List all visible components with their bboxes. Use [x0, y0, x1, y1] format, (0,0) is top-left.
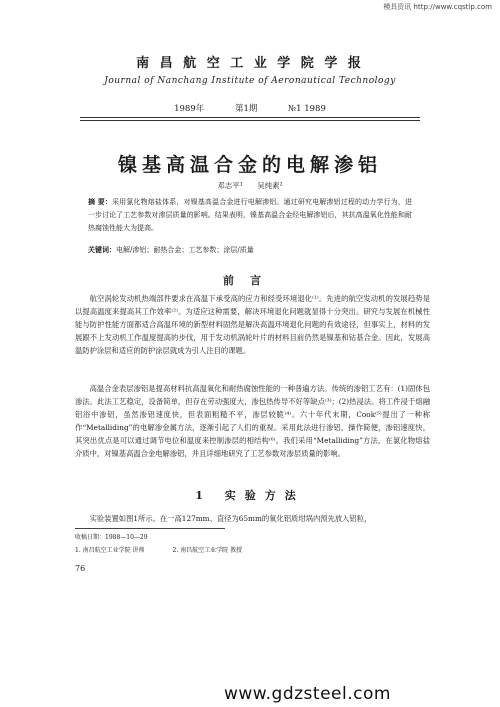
paragraph-text: 航空涡轮发动机热端部件要求在高温下承受高的应力和经受环境退化⁽¹⁾。先进的航空发动机的发展趋势是以提高温度来提高其工作效率⁽²⁾。为适应这种需要，解决环境退化问题就显得十分突出。研究与发展在机械性能与防护性能方面都适合高温环境的新型材料固然是解决高温环境退化问题的有效途径，但事实上，材料的发展跟不上发动机工作温度提高的步伐，用于发动机涡轮叶片的材料目前仍然是镍基和钴基合金。因此，发展高温防护涂层和适应的防护涂层就成为引人注目的课题。 — [75, 294, 430, 356]
author-2: 吴纯素² — [257, 181, 283, 190]
section-heading-foreword: 前言 — [223, 274, 277, 287]
authors — [0, 180, 500, 191]
bottom-watermark: www.gdzsteel.com — [224, 684, 391, 704]
footnote-received: 收稿日期：1988—10—29 — [75, 534, 148, 541]
header-rule-top — [80, 117, 420, 118]
footnote-1: 1. 南昌航空工业学院 讲师 — [75, 547, 145, 554]
keywords-label: 关键词： — [88, 246, 116, 254]
issue-line — [0, 102, 500, 114]
section-heading-method: 1 实验方法 — [195, 489, 305, 502]
body-paragraph-2 — [75, 382, 430, 461]
paragraph-text: 高温合金表层渗铝是提高材料抗高温氧化和耐热腐蚀性能的一种普遍方法。传统的渗铝工艺有：(1)固体包渗法。此法工艺稳定，设备简单，但存在劳动强度大，渗包热传导不好等缺点⁽³⁾；(2)热浸法。将工件浸于熔融铝浴中渗铝，虽然渗铝速度快，但表面粗糙不平，渗层较脆⁽⁴⁾。六十年代末期，Cook⁽⁵⁾提出了一种称作“Metalliding”的电解渗金属方法，逐渐引起了人们的重视。采用此法进行渗铝，操作简便，渗铝速度快，其突出优点是可以通过调节电位和温度来控制渗层的相结构⁽⁶⁾。我们采用“Metalliding”方法，在氯化物熔盐介质中，对镍基高温合金电解渗铝，并且详细地研究了工艺参数对渗层质量的影响。 — [75, 384, 430, 459]
journal-name-en: Journal of Nanchang Institute of Aeronautical Technology — [104, 76, 396, 86]
abstract-text: 采用氯化物熔盐体系，对镍基高温合金进行电解渗铝。通过研究电解渗铝过程的动力学行为，进一步讨论了工艺参数对渗层质量的影响。结果表明，镍基高温合金经电解渗铝后，其抗高温氧化性能和耐热腐蚀性能大为提高。 — [88, 198, 413, 232]
keywords-text: 电解/渗铝；耐热合金；工艺参数；涂层/质量 — [116, 246, 254, 254]
header-rule-bottom — [80, 120, 420, 121]
issue-number: 第1期 — [234, 104, 258, 114]
keywords — [88, 245, 412, 255]
abstract-label: 摘 要： — [88, 198, 113, 206]
article-title: 镍基高温合金的电解渗铝 — [117, 154, 382, 176]
issue-year: 1989年 — [174, 104, 205, 114]
body-paragraph-1 — [75, 292, 430, 357]
page-number: 76 — [75, 564, 86, 573]
abstract — [88, 196, 412, 235]
journal-name-cn: 南 昌 航 空 工 业 学 院 学 报 — [136, 56, 364, 71]
footnote-affiliations — [75, 545, 430, 554]
author-1: 邓志平¹ — [217, 181, 243, 190]
top-watermark: 模具资讯 http://www.cqstip.com — [383, 3, 492, 11]
footnote-rule — [75, 528, 225, 529]
footnote-2: 2. 南昌航空工业学院 教授 — [172, 547, 243, 554]
body-paragraph-3: 实验装置如图1所示。在一高127mm、直径为65mm的氧化铝质坩埚内预先放入铝粒， — [89, 514, 372, 523]
issue-no: №1 1989 — [288, 104, 326, 114]
